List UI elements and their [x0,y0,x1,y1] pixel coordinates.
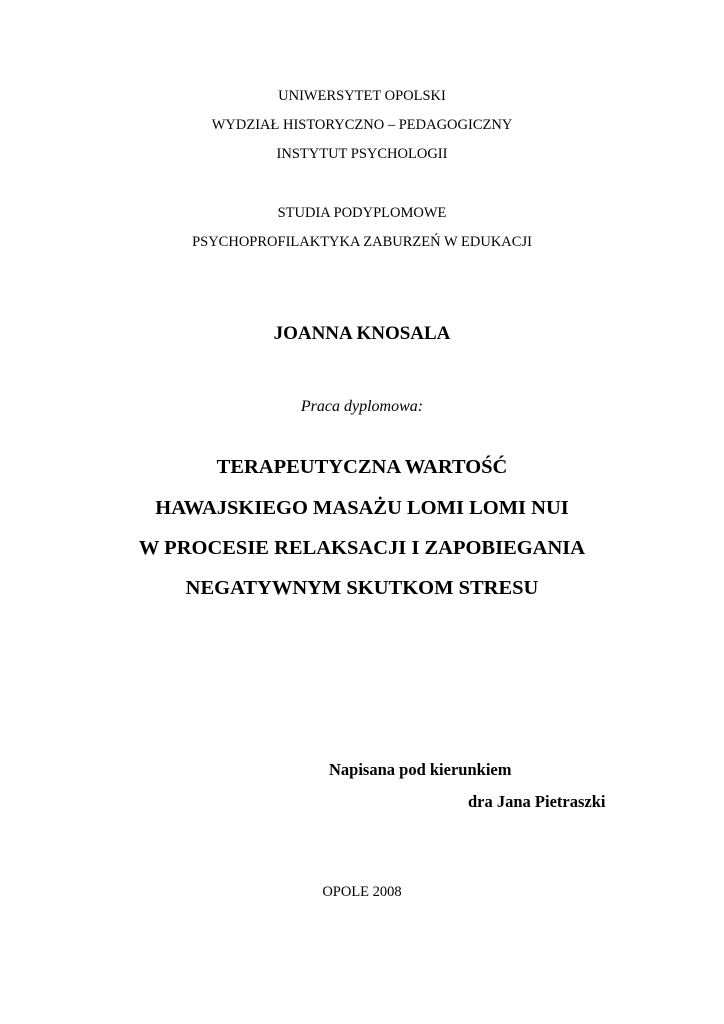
thesis-type: Praca dyplomowa: [300,398,424,415]
place-and-year: OPOLE 2008 [322,884,402,900]
thesis-title-line-1: TERAPEUTYCZNA WARTOŚĆ [216,456,508,478]
thesis-title-line-4: NEGATYWNYM SKUTKOM STRESU [185,577,539,599]
studies-type: STUDIA PODYPLOMOWE [277,205,447,221]
supervisor-name: dra Jana Pietraszki [468,792,606,811]
supervision-label: Napisana pod kierunkiem [329,760,512,779]
studies-program: PSYCHOPROFILAKTYKA ZABURZEŃ W EDUKACJI [192,234,532,250]
faculty-name: WYDZIAŁ HISTORYCZNO – PEDAGOGICZNY [211,117,513,133]
thesis-title-line-3: W PROCESIE RELAKSACJI I ZAPOBIEGANIA [138,537,586,559]
institute-name: INSTYTUT PSYCHOLOGII [276,146,448,162]
university-name: UNIWERSYTET OPOLSKI [278,88,446,104]
thesis-title-line-2: HAWAJSKIEGO MASAŻU LOMI LOMI NUI [155,497,569,519]
author-name: JOANNA KNOSALA [273,323,451,344]
